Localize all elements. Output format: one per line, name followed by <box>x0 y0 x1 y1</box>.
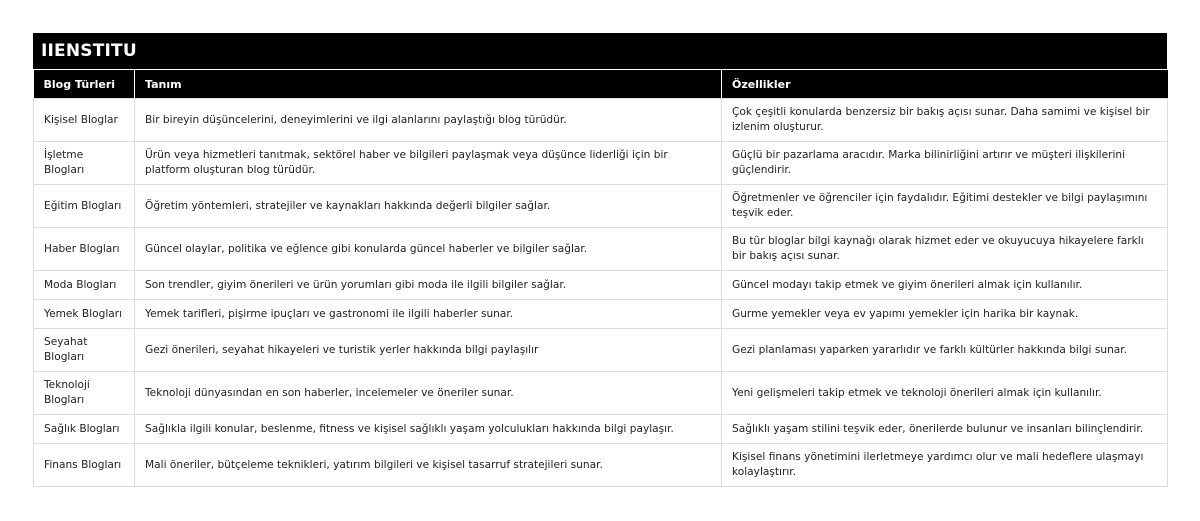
cell-features: Bu tür bloglar bilgi kaynağı olarak hizmet eder ve okuyucuya hikayelere farklı bir bakış açısı sunar. <box>722 228 1168 271</box>
table-row <box>34 415 1168 444</box>
cell-features: Güncel modayı takip etmek ve giyim önerileri almak için kullanılır. <box>722 271 1168 300</box>
table-row <box>34 300 1168 329</box>
table-row <box>34 185 1168 228</box>
cell-definition: Gezi önerileri, seyahat hikayeleri ve turistik yerler hakkında bilgi paylaşılır <box>135 329 722 372</box>
cell-definition: Teknoloji dünyasından en son haberler, incelemeler ve öneriler sunar. <box>135 372 722 415</box>
cell-definition: Son trendler, giyim önerileri ve ürün yorumları gibi moda ile ilgili bilgiler sağlar. <box>135 271 722 300</box>
cell-blog-type: Kişisel Bloglar <box>34 99 135 142</box>
cell-definition: Sağlıkla ilgili konular, beslenme, fitness ve kişisel sağlıklı yaşam yolculukları hakkında bilgi paylaşır. <box>135 415 722 444</box>
cell-features: Öğretmenler ve öğrenciler için faydalıdır. Eğitimi destekler ve bilgi paylaşımını teşvik eder. <box>722 185 1168 228</box>
cell-definition: Yemek tarifleri, pişirme ipuçları ve gastronomi ile ilgili haberler sunar. <box>135 300 722 329</box>
cell-blog-type: Moda Blogları <box>34 271 135 300</box>
cell-features: Sağlıklı yaşam stilini teşvik eder, önerilerde bulunur ve insanları bilinçlendirir. <box>722 415 1168 444</box>
cell-features: Çok çeşitli konularda benzersiz bir bakış açısı sunar. Daha samimi ve kişisel bir izlenim oluşturur. <box>722 99 1168 142</box>
table-row <box>34 142 1168 185</box>
table-row <box>34 271 1168 300</box>
cell-definition: Bir bireyin düşüncelerini, deneyimlerini ve ilgi alanlarını paylaştığı blog türüdür. <box>135 99 722 142</box>
table-row <box>34 444 1168 487</box>
blog-types-table-card <box>33 33 1167 487</box>
cell-blog-type: Finans Blogları <box>34 444 135 487</box>
cell-features: Yeni gelişmeleri takip etmek ve teknoloji önerileri almak için kullanılır. <box>722 372 1168 415</box>
cell-blog-type: Eğitim Blogları <box>34 185 135 228</box>
cell-features: Kişisel finans yönetimini ilerletmeye yardımcı olur ve mali hedeflere ulaşmayı kolaylaştırır. <box>722 444 1168 487</box>
cell-blog-type: Yemek Blogları <box>34 300 135 329</box>
table-row <box>34 329 1168 372</box>
table-row <box>34 99 1168 142</box>
header-features: Özellikler <box>722 70 1168 99</box>
cell-features: Gezi planlaması yaparken yararlıdır ve farklı kültürler hakkında bilgi sunar. <box>722 329 1168 372</box>
cell-definition: Öğretim yöntemleri, stratejiler ve kaynakları hakkında değerli bilgiler sağlar. <box>135 185 722 228</box>
cell-features: Gurme yemekler veya ev yapımı yemekler için harika bir kaynak. <box>722 300 1168 329</box>
header-definition: Tanım <box>135 70 722 99</box>
cell-blog-type: Teknoloji Blogları <box>34 372 135 415</box>
brand-title: IIENSTITU <box>33 33 1167 70</box>
table-row <box>34 372 1168 415</box>
cell-definition: Ürün veya hizmetleri tanıtmak, sektörel haber ve bilgileri paylaşmak veya düşünce liderliği için bir platform oluşturan blog türüdür. <box>135 142 722 185</box>
blog-types-table <box>33 70 1168 487</box>
table-header-row <box>34 70 1168 99</box>
cell-definition: Güncel olaylar, politika ve eğlence gibi konularda güncel haberler ve bilgiler sağlar. <box>135 228 722 271</box>
header-blog-types: Blog Türleri <box>34 70 135 99</box>
cell-blog-type: Sağlık Blogları <box>34 415 135 444</box>
cell-features: Güçlü bir pazarlama aracıdır. Marka bilinirliğini artırır ve müşteri ilişkilerini güçlendirir. <box>722 142 1168 185</box>
cell-blog-type: Seyahat Blogları <box>34 329 135 372</box>
cell-blog-type: İşletme Blogları <box>34 142 135 185</box>
cell-definition: Mali öneriler, bütçeleme teknikleri, yatırım bilgileri ve kişisel tasarruf stratejileri sunar. <box>135 444 722 487</box>
cell-blog-type: Haber Blogları <box>34 228 135 271</box>
table-row <box>34 228 1168 271</box>
